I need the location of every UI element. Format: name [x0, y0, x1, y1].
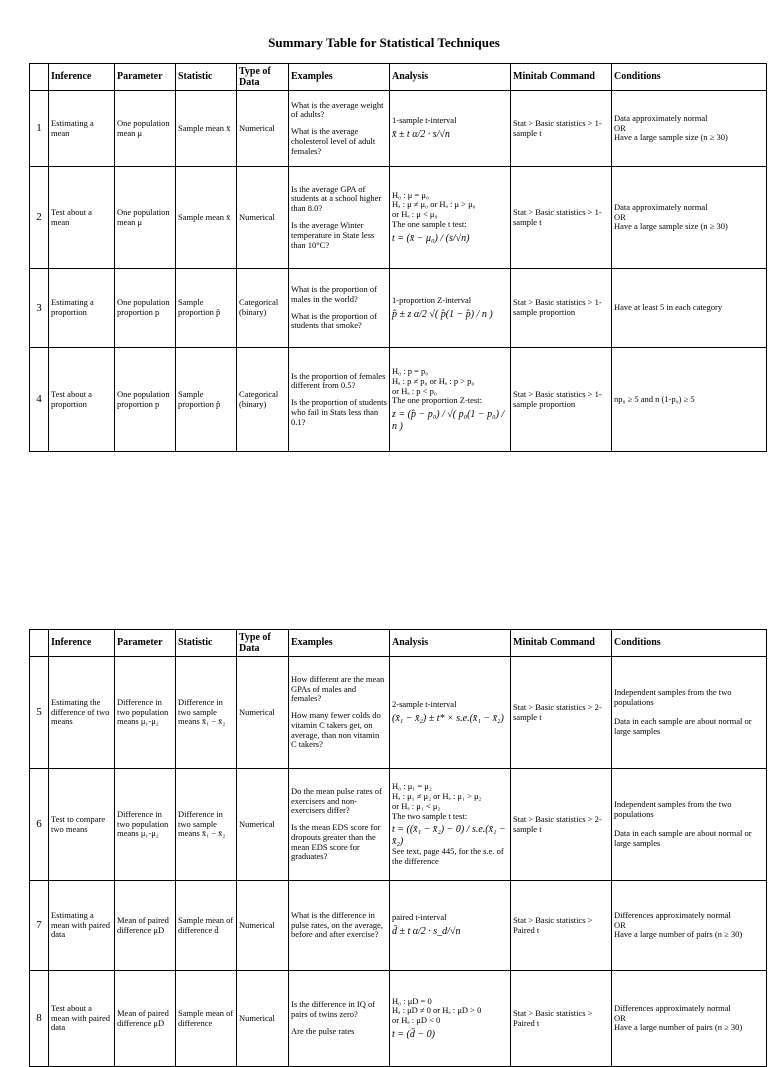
- type-cell: Numerical: [237, 91, 289, 167]
- header-type-of-data: Type of Data: [237, 630, 289, 657]
- analysis-text: 1-sample t-interval: [392, 115, 457, 126]
- minitab-cell: Stat > Basic statistics > 1-sample t: [511, 91, 612, 167]
- analysis-text: H₀ : p = p₀ Hₐ : p ≠ p₀ or Hₐ : p > p₀ or Hₐ : p < p₀ The one proportion Z-test:: [392, 365, 482, 406]
- example-1: How different are the mean GPAs of males and females?: [291, 673, 385, 704]
- analysis-formula: t = (d̄ − 0): [392, 1028, 435, 1040]
- parameter-cell: One population proportion p: [115, 269, 176, 348]
- page-title: Summary Table for Statistical Techniques: [268, 35, 500, 50]
- header-cell: [30, 64, 49, 91]
- analysis-cell: [390, 269, 511, 348]
- header-inference: Inference: [49, 630, 115, 657]
- table-row: [30, 269, 767, 348]
- header-analysis: Analysis: [390, 64, 511, 91]
- summary-table-1: [29, 63, 767, 452]
- minitab-cell: Stat > Basic statistics > Paired t: [511, 881, 612, 971]
- analysis-text: H₀ : μD = 0 Hₐ : μD ≠ 0 or Hₐ : μD > 0 or Hₐ : μD < 0: [392, 995, 482, 1026]
- type-cell: Numerical: [237, 881, 289, 971]
- example-2: How many fewer colds do vitamin C takers get, on average, than non vitamin C takers?: [291, 710, 381, 750]
- analysis-cell: [390, 348, 511, 452]
- analysis-text: H₀ : μ = μ₀ Hₐ : μ ≠ μ₀ or Hₐ : μ > μ₀ or Hₐ : μ < μ₀ The one sample t test:: [392, 189, 476, 230]
- analysis-formula: z = (p̂ − p₀) / √( p₀(1 − p₀) / n ): [392, 409, 505, 432]
- parameter-cell: One population proportion p: [115, 348, 176, 452]
- example-1: What is the difference in pulse rates, on the average, before and after exercise?: [291, 909, 384, 940]
- minitab-cell: Stat > Basic statistics > Paired t: [511, 971, 612, 1067]
- table-row: [30, 167, 767, 269]
- examples-cell: [289, 167, 390, 269]
- header-minitab-command: Minitab Command: [511, 630, 612, 657]
- header-cell: [30, 630, 49, 657]
- examples-cell: [289, 91, 390, 167]
- header-conditions: Conditions: [612, 630, 767, 657]
- header-conditions: Conditions: [612, 64, 767, 91]
- examples-cell: [289, 769, 390, 881]
- header-parameter: Parameter: [115, 630, 176, 657]
- statistic-cell: Sample proportion p̂: [176, 348, 237, 452]
- row-number: 8: [30, 971, 49, 1067]
- examples-cell: [289, 881, 390, 971]
- header-row: [30, 64, 767, 91]
- parameter-cell: One population mean μ: [115, 91, 176, 167]
- example-2: Are the pulse rates: [291, 1025, 355, 1036]
- example-2: Is the average Winter temperature in State less than 10°C?: [291, 220, 375, 250]
- conditions-cell: Independent samples from the two populations Data in each sample are about normal or large samples: [612, 769, 767, 881]
- minitab-cell: Stat > Basic statistics > 1-sample proportion: [511, 269, 612, 348]
- inference-cell: Estimating a mean: [49, 91, 115, 167]
- header-parameter: Parameter: [115, 64, 176, 91]
- example-2: Is the proportion of students who fail in Stats less than 0.1?: [291, 397, 387, 427]
- inference-cell: Estimating a mean with paired data: [49, 881, 115, 971]
- minitab-cell: Stat > Basic statistics > 1-sample t: [511, 167, 612, 269]
- conditions-cell: Differences approximately normal OR Have a large number of pairs (n ≥ 30): [612, 971, 767, 1067]
- row-number: 6: [30, 769, 49, 881]
- header-examples: Examples: [289, 64, 390, 91]
- parameter-cell: Difference in two population means μ₁-μ₂: [115, 657, 176, 769]
- conditions-cell: Independent samples from the two populations Data in each sample are about normal or large samples: [612, 657, 767, 769]
- inference-cell: Test about a mean with paired data: [49, 971, 115, 1067]
- type-cell: Categorical (binary): [237, 269, 289, 348]
- table-row: [30, 769, 767, 881]
- example-1: What is the average weight of adults?: [291, 99, 384, 120]
- examples-cell: [289, 269, 390, 348]
- example-1: What is the proportion of males in the world?: [291, 283, 377, 304]
- analysis-cell: [390, 769, 511, 881]
- minitab-cell: Stat > Basic statistics > 1-sample proportion: [511, 348, 612, 452]
- example-2: What is the proportion of students that smoke?: [291, 310, 377, 331]
- analysis-text: H₀ : μ₁ = μ₂ Hₐ : μ₁ ≠ μ₂ or Hₐ : μ₁ > μ₂ or Hₐ : μ₁ < μ₂ The two sample t test:: [392, 781, 482, 821]
- analysis-text: 1-proportion Z-interval: [392, 294, 472, 305]
- examples-cell: [289, 657, 390, 769]
- statistic-cell: Sample mean x̄: [176, 91, 237, 167]
- statistic-cell: Sample proportion p̂: [176, 269, 237, 348]
- parameter-cell: Mean of paired difference μD: [115, 971, 176, 1067]
- type-cell: Numerical: [237, 167, 289, 269]
- type-cell: Numerical: [237, 971, 289, 1067]
- example-1: Is the difference in IQ of pairs of twins zero?: [291, 999, 376, 1020]
- row-number: 7: [30, 881, 49, 971]
- header-inference: Inference: [49, 64, 115, 91]
- header-analysis: Analysis: [390, 630, 511, 657]
- table-row: [30, 91, 767, 167]
- row-number: 3: [30, 269, 49, 348]
- row-number: 1: [30, 91, 49, 167]
- analysis-cell: [390, 167, 511, 269]
- example-1: Is the proportion of females different from 0.5?: [291, 370, 386, 391]
- type-cell: Numerical: [237, 657, 289, 769]
- conditions-cell: np₀ ≥ 5 and n (1-p₀) ≥ 5: [612, 348, 767, 452]
- conditions-cell: Data approximately normal OR Have a large sample size (n ≥ 30): [612, 167, 767, 269]
- analysis-formula: p̂ ± z α/2 √( p̂(1 − p̂) / n ): [392, 308, 493, 320]
- example-1: Is the average GPA of students at a school higher than 8.0?: [291, 183, 382, 214]
- analysis-cell: [390, 91, 511, 167]
- header-examples: Examples: [289, 630, 390, 657]
- header-minitab-command: Minitab Command: [511, 64, 612, 91]
- table-row: [30, 657, 767, 769]
- parameter-cell: One population mean μ: [115, 167, 176, 269]
- statistic-cell: Sample mean x̄: [176, 167, 237, 269]
- analysis-text: paired t-interval: [392, 912, 447, 923]
- example-1: Do the mean pulse rates of exercisers and non-exercisers differ?: [291, 785, 382, 816]
- header-statistic: Statistic: [176, 64, 237, 91]
- conditions-cell: Data approximately normal OR Have a large sample size (n ≥ 30): [612, 91, 767, 167]
- minitab-cell: Stat > Basic statistics > 2-sample t: [511, 657, 612, 769]
- conditions-cell: Have at least 5 in each category: [612, 269, 767, 348]
- summary-table-2: [29, 629, 767, 1067]
- inference-cell: Test to compare two means: [49, 769, 115, 881]
- examples-cell: [289, 971, 390, 1067]
- row-number: 2: [30, 167, 49, 269]
- header-type-of-data: Type of Data: [237, 64, 289, 91]
- type-cell: Categorical (binary): [237, 348, 289, 452]
- conditions-cell: Differences approximately normal OR Have a large number of pairs (n ≥ 30): [612, 881, 767, 971]
- table-row: [30, 348, 767, 452]
- analysis-note: See text, page 445, for the s.e. of the difference: [392, 846, 504, 867]
- table-row: [30, 971, 767, 1067]
- analysis-cell: [390, 881, 511, 971]
- type-cell: Numerical: [237, 769, 289, 881]
- row-number: 4: [30, 348, 49, 452]
- parameter-cell: Difference in two population means μ₁-μ₂: [115, 769, 176, 881]
- analysis-cell: [390, 657, 511, 769]
- inference-cell: Test about a mean: [49, 167, 115, 269]
- analysis-cell: [390, 971, 511, 1067]
- minitab-cell: Stat > Basic statistics > 2-sample t: [511, 769, 612, 881]
- example-2: What is the average cholesterol level of adult females?: [291, 126, 376, 156]
- statistic-cell: Sample mean of difference d̄: [176, 881, 237, 971]
- analysis-formula: t = ((x̄₁ − x̄₂) − 0) / s.e.(x̄₁ − x̄₂): [392, 824, 506, 847]
- analysis-formula: (x̄₁ − x̄₂) ± t* × s.e.(x̄₁ − x̄₂): [392, 713, 504, 725]
- row-number: 5: [30, 657, 49, 769]
- analysis-formula: x̄ ± t α/2 · s/√n: [392, 129, 450, 141]
- statistic-cell: Sample mean of difference: [176, 971, 237, 1067]
- header-row: [30, 630, 767, 657]
- examples-cell: [289, 348, 390, 452]
- inference-cell: Estimating a proportion: [49, 269, 115, 348]
- analysis-text: 2-sample t-interval: [392, 699, 457, 710]
- statistic-cell: Difference in two sample means x̄₁ − x̄₂: [176, 769, 237, 881]
- parameter-cell: Mean of paired difference μD: [115, 881, 176, 971]
- inference-cell: Estimating the difference of two means: [49, 657, 115, 769]
- analysis-formula: t = (x̄ − μ₀) / (s/√n): [392, 232, 470, 244]
- header-statistic: Statistic: [176, 630, 237, 657]
- analysis-formula: d̄ ± t α/2 · s_d/√n: [392, 926, 461, 938]
- inference-cell: Test about a proportion: [49, 348, 115, 452]
- statistic-cell: Difference in two sample means x̄₁ − x̄₂: [176, 657, 237, 769]
- example-2: Is the mean EDS score for dropouts greater than the mean EDS score for graduates?: [291, 822, 381, 862]
- table-row: [30, 881, 767, 971]
